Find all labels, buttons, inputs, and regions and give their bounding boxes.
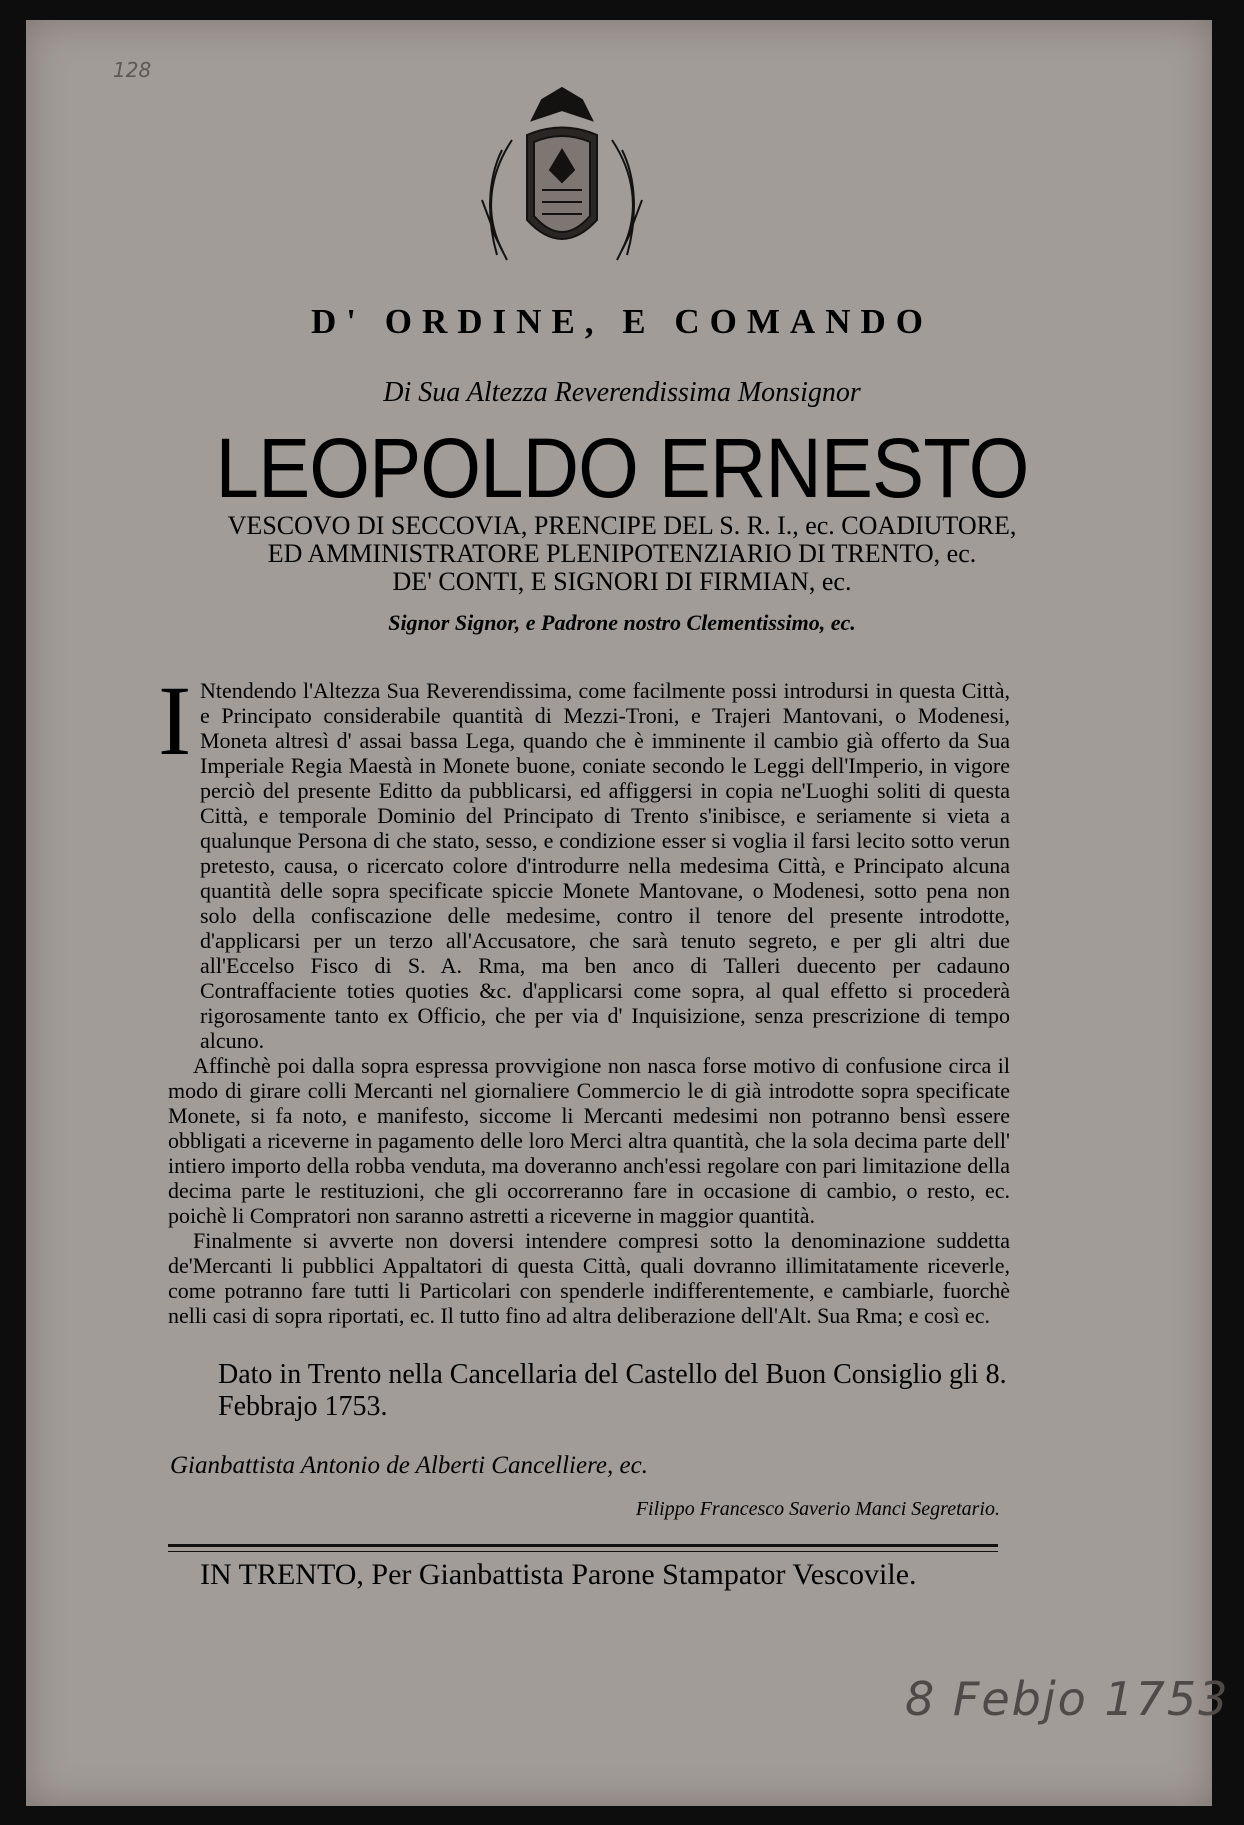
printer-imprint: IN TRENTO, Per Gianbattista Parone Stampator Vescovile. <box>200 1558 917 1591</box>
issuer-titles <box>0 512 1244 596</box>
secretary-signature: Filippo Francesco Saverio Manci Segretario. <box>635 1498 1000 1520</box>
chancellor-signature: Gianbattista Antonio de Alberti Cancelliere, ec. <box>170 1452 648 1479</box>
authority-line: Di Sua Altezza Reverendissima Monsignor <box>383 377 861 408</box>
divider <box>168 1551 998 1552</box>
edict-heading: D' ORDINE, E COMANDO <box>311 302 933 341</box>
title-line: DE' CONTI, E SIGNORI DI FIRMIAN, ec. <box>392 567 852 596</box>
divider <box>168 1544 998 1547</box>
paragraph: Finalmente si avverte non doversi intendere compresi sotto la denominazione suddetta de'Mercanti li pubblici Appaltatori di questa Città, quali dovranno illimitatamente riceverle, come potranno fare tutti li Particolari con spenderle indifferentemente, e cambiarle, fuorchè nelli casi di sopra riportati, ec. Il tutto fino ad altra deliberazione dell'Alt. Sua Rma; e così ec. <box>168 1228 1010 1328</box>
handwritten-date: 8 Febjo 1753 <box>905 1672 1230 1726</box>
dated-line: Dato in Trento nella Cancellaria del Castello del Buon Consiglio gli 8. Febbrajo 1753. <box>218 1359 1007 1422</box>
coat-of-arms-icon <box>472 80 652 268</box>
paragraph-text: Ntendendo l'Altezza Sua Reverendissima, come facilmente possi introdursi in questa Città, e Principato considerabile quantità di Mezzi-Troni, e Trajeri Mantovani, o Modenesi, Moneta altresì d' assai bassa Lega, quando che è imminente il cambio già offerto da Sua Imperiale Regia Maestà in Monete buone, coniate secondo le Leggi dell'Imperio, in vigore perciò del presente Editto da pubblicarsi, ed affiggersi in copia ne'Luoghi soliti di questa Città, e temporale Dominio del Principato di Trento s'inibisce, e seriamente si vieta a qualunque Persona di che stato, sesso, e condizione esser si voglia il farsi lecito sotto verun pretesto, causa, o ricercato colore d'introdurre nella medesima Città, e Principato alcuna quantità delle sopra specificate spiccie Monete Mantovane, o Modenesi, sotto pena non solo della confiscazione delle medesime, contro il tenore del presente introdotte, d'applicarsi per un terzo all'Accusatore, che sarà tenuto segreto, e per gli altri due all'Eccelso Fisco di S. A. Rma, ma ben anco di Talleri duecento per cadauno Contraffaciente toties quoties &c. d'applicarsi come sopra, al qual effetto si procederà rigorosamente tanto ex Officio, che per via d' Inquisizione, senza prescrizione di tempo alcuno. <box>200 678 1010 1053</box>
folio-number: 128 <box>113 58 152 82</box>
title-line: ED AMMINISTRATORE PLENIPOTENZIARIO DI TRENTO, ec. <box>267 539 977 568</box>
paragraph <box>158 665 1010 1053</box>
edict-body <box>158 665 1010 1328</box>
drop-cap: I <box>158 665 192 776</box>
paragraph: Affinchè poi dalla sopra espressa provvigione non nasca forse motivo di confusione circa il modo di girare colli Mercanti nel giornaliere Commercio le di già introdotte sopra specificate Monete, si fa noto, e manifesto, siccome li Mercanti medesimi non potranno bensì essere obbligati a riceverne in pagamento delle loro Merci altra quantità, che la sola decima parte dell' intiero importo della robba venduta, ma doveranno anch'essi regolare con pari limitazione della decima parte le restituzioni, che gli occorreranno fare in occasione di cambio, o resto, ec. poichè li Compratori non saranno astretti a riceverne in maggior quantità. <box>168 1053 1010 1228</box>
title-line: VESCOVO DI SECCOVIA, PRENCIPE DEL S. R. I., ec. COADIUTORE, <box>227 511 1017 540</box>
issuer-name: LEOPOLDO ERNESTO <box>215 421 1029 515</box>
salutation: Signor Signor, e Padrone nostro Clementissimo, ec. <box>388 610 856 635</box>
